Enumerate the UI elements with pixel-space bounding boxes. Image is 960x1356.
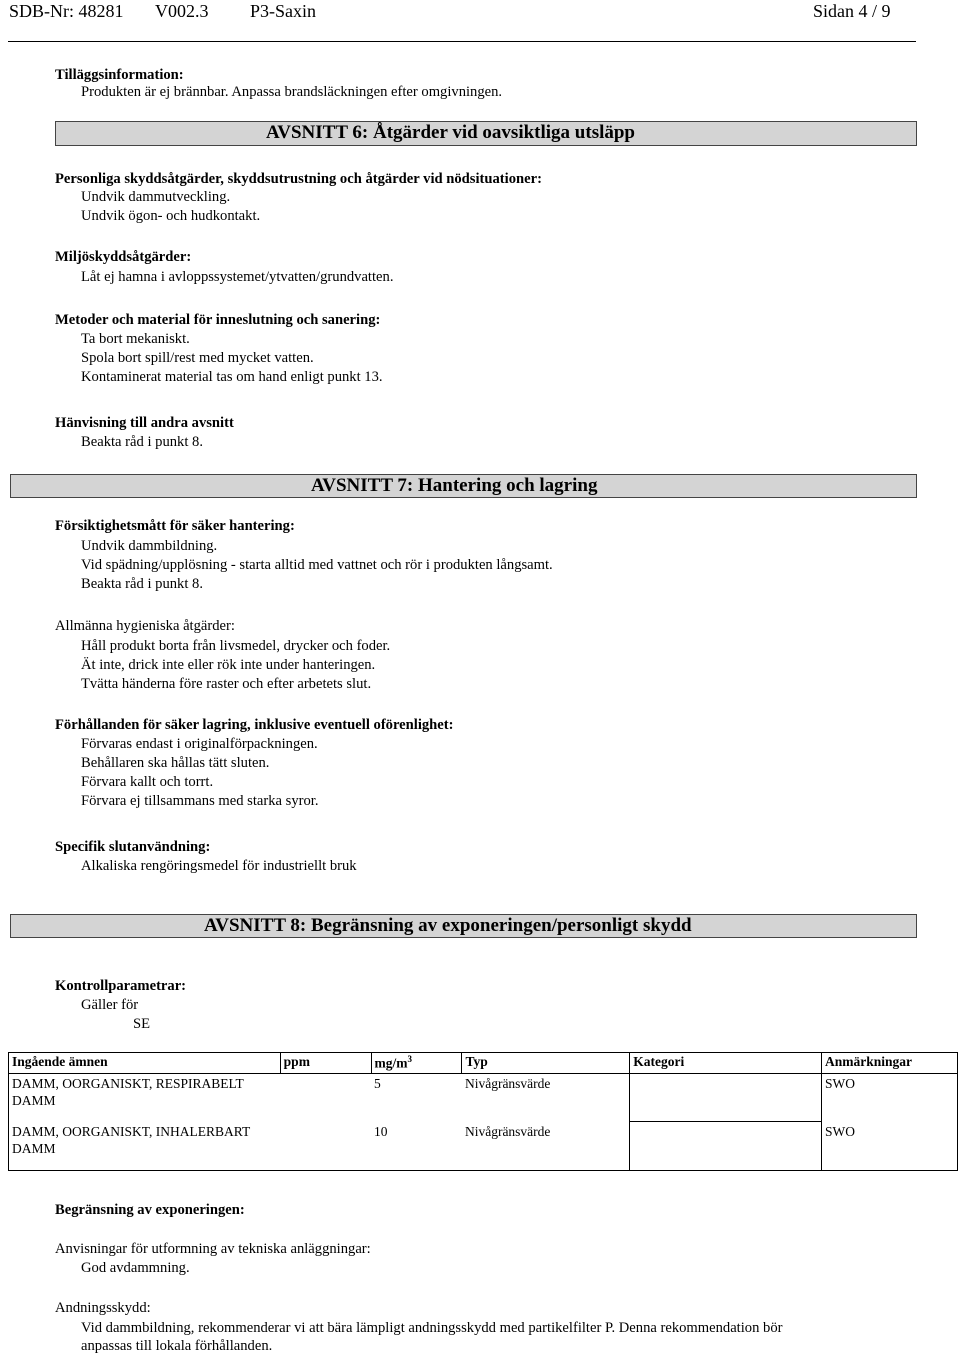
page-number: Sidan 4 / 9: [813, 1, 891, 21]
s6-methods-line: Spola bort spill/rest med mycket vatten.: [81, 350, 314, 366]
s7-hygiene-line: Tvätta händerna före raster och efter arbetets slut.: [81, 676, 372, 692]
s7-safe-line: Undvik dammbildning.: [81, 538, 218, 554]
s8-technical-label: Anvisningar för utformning av tekniska anläggningar:: [55, 1241, 371, 1257]
exposure-limits-table: [8, 1052, 958, 1171]
col-header-category: Kategori: [630, 1053, 822, 1074]
cell-remarks: SWO: [822, 1122, 958, 1171]
s7-storage-line: Förvara kallt och torrt.: [81, 774, 214, 790]
col-header-ppm: ppm: [280, 1053, 371, 1074]
mgm3-label: mg/m: [374, 1055, 408, 1071]
s7-safe-label: Försiktighetsmått för säker hantering:: [55, 518, 295, 534]
cell-ppm: [280, 1122, 371, 1171]
section8-header: [10, 914, 917, 938]
section7-header: [10, 474, 917, 498]
col-header-type: Typ: [462, 1053, 630, 1074]
section8-title: AVSNITT 8: Begränsning av exponeringen/personligt skydd: [204, 915, 692, 936]
s7-safe-line: Vid spädning/upplösning - starta alltid med vattnet och rör i produkten långsamt.: [81, 557, 553, 573]
table-header-row: [9, 1053, 958, 1074]
section7-title: AVSNITT 7: Hantering och lagring: [311, 475, 598, 496]
s6-env-label: Miljöskyddsåtgärder:: [55, 249, 192, 265]
s8-country: SE: [133, 1016, 151, 1032]
s8-control-label: Kontrollparametrar:: [55, 978, 187, 994]
s5-extra-text: Produkten är ej brännbar. Anpassa brandsläckningen efter omgivningen.: [81, 84, 503, 100]
cell-mgm3: 5: [371, 1073, 462, 1122]
cell-ppm: [280, 1073, 371, 1122]
cell-substance: DAMM, OORGANISKT, RESPIRABELT DAMM: [9, 1073, 281, 1122]
s7-hygiene-label: Allmänna hygieniska åtgärder:: [55, 618, 235, 634]
sdb-number: SDB-Nr: 48281: [9, 1, 124, 21]
s7-safe-line: Beakta råd i punkt 8.: [81, 576, 203, 592]
table-row: [9, 1122, 958, 1171]
s8-applies: Gäller för: [81, 997, 139, 1013]
header-rule: [8, 41, 916, 42]
cell-category: [630, 1122, 822, 1171]
s8-technical-line: God avdammning.: [81, 1260, 190, 1276]
s7-storage-line: Behållaren ska hållas tätt sluten.: [81, 755, 270, 771]
s7-enduse-line: Alkaliska rengöringsmedel för industriellt bruk: [81, 858, 357, 874]
cell-remarks: SWO: [822, 1073, 958, 1122]
s6-ref-line: Beakta råd i punkt 8.: [81, 434, 203, 450]
s8-respiratory-line: anpassas till lokala förhållanden.: [81, 1338, 273, 1354]
s8-respiratory-line: Vid dammbildning, rekommenderar vi att bära lämpligt andningsskydd med partikelfilter P. Denna rekommendation bör: [81, 1320, 783, 1336]
product-name: P3-Saxin: [250, 1, 317, 21]
s6-personal-line: Undvik dammutveckling.: [81, 189, 231, 205]
s8-respiratory-label: Andningsskydd:: [55, 1300, 151, 1316]
version: V002.3: [155, 1, 209, 21]
s8-exposure-label: Begränsning av exponeringen:: [55, 1202, 245, 1218]
cell-mgm3: 10: [371, 1122, 462, 1171]
table-row: [9, 1073, 958, 1122]
s7-enduse-label: Specifik slutanvändning:: [55, 839, 211, 855]
section6-title: AVSNITT 6: Åtgärder vid oavsiktliga utsläpp: [266, 122, 635, 143]
s6-env-line: Låt ej hamna i avloppssystemet/ytvatten/grundvatten.: [81, 269, 394, 285]
section6-header: [55, 121, 917, 146]
s6-ref-label: Hänvisning till andra avsnitt: [55, 415, 234, 431]
col-header-substance: Ingående ämnen: [9, 1053, 281, 1074]
col-header-remarks: Anmärkningar: [822, 1053, 958, 1074]
s6-methods-label: Metoder och material för inneslutning och sanering:: [55, 312, 381, 328]
cell-type: Nivågränsvärde: [462, 1122, 630, 1171]
s7-hygiene-line: Håll produkt borta från livsmedel, drycker och foder.: [81, 638, 391, 654]
s5-extra-label: Tilläggsinformation:: [55, 67, 184, 83]
cell-type: Nivågränsvärde: [462, 1073, 630, 1122]
unit-superscript: 3: [407, 1054, 413, 1064]
s6-personal-label: Personliga skyddsåtgärder, skyddsutrustning och åtgärder vid nödsituationer:: [55, 171, 542, 187]
s7-hygiene-line: Ät inte, drick inte eller rök inte under hanteringen.: [81, 657, 376, 673]
s6-personal-line: Undvik ögon- och hudkontakt.: [81, 208, 261, 224]
s7-storage-line: Förvaras endast i originalförpackningen.: [81, 736, 318, 752]
s6-methods-line: Kontaminerat material tas om hand enligt punkt 13.: [81, 369, 383, 385]
col-header-mgm3: [371, 1053, 462, 1074]
cell-substance: DAMM, OORGANISKT, INHALERBART DAMM: [9, 1122, 281, 1171]
cell-category: [630, 1073, 822, 1122]
s7-storage-label: Förhållanden för säker lagring, inklusive eventuell oförenlighet:: [55, 717, 454, 733]
s7-storage-line: Förvara ej tillsammans med starka syror.: [81, 793, 319, 809]
s6-methods-line: Ta bort mekaniskt.: [81, 331, 190, 347]
